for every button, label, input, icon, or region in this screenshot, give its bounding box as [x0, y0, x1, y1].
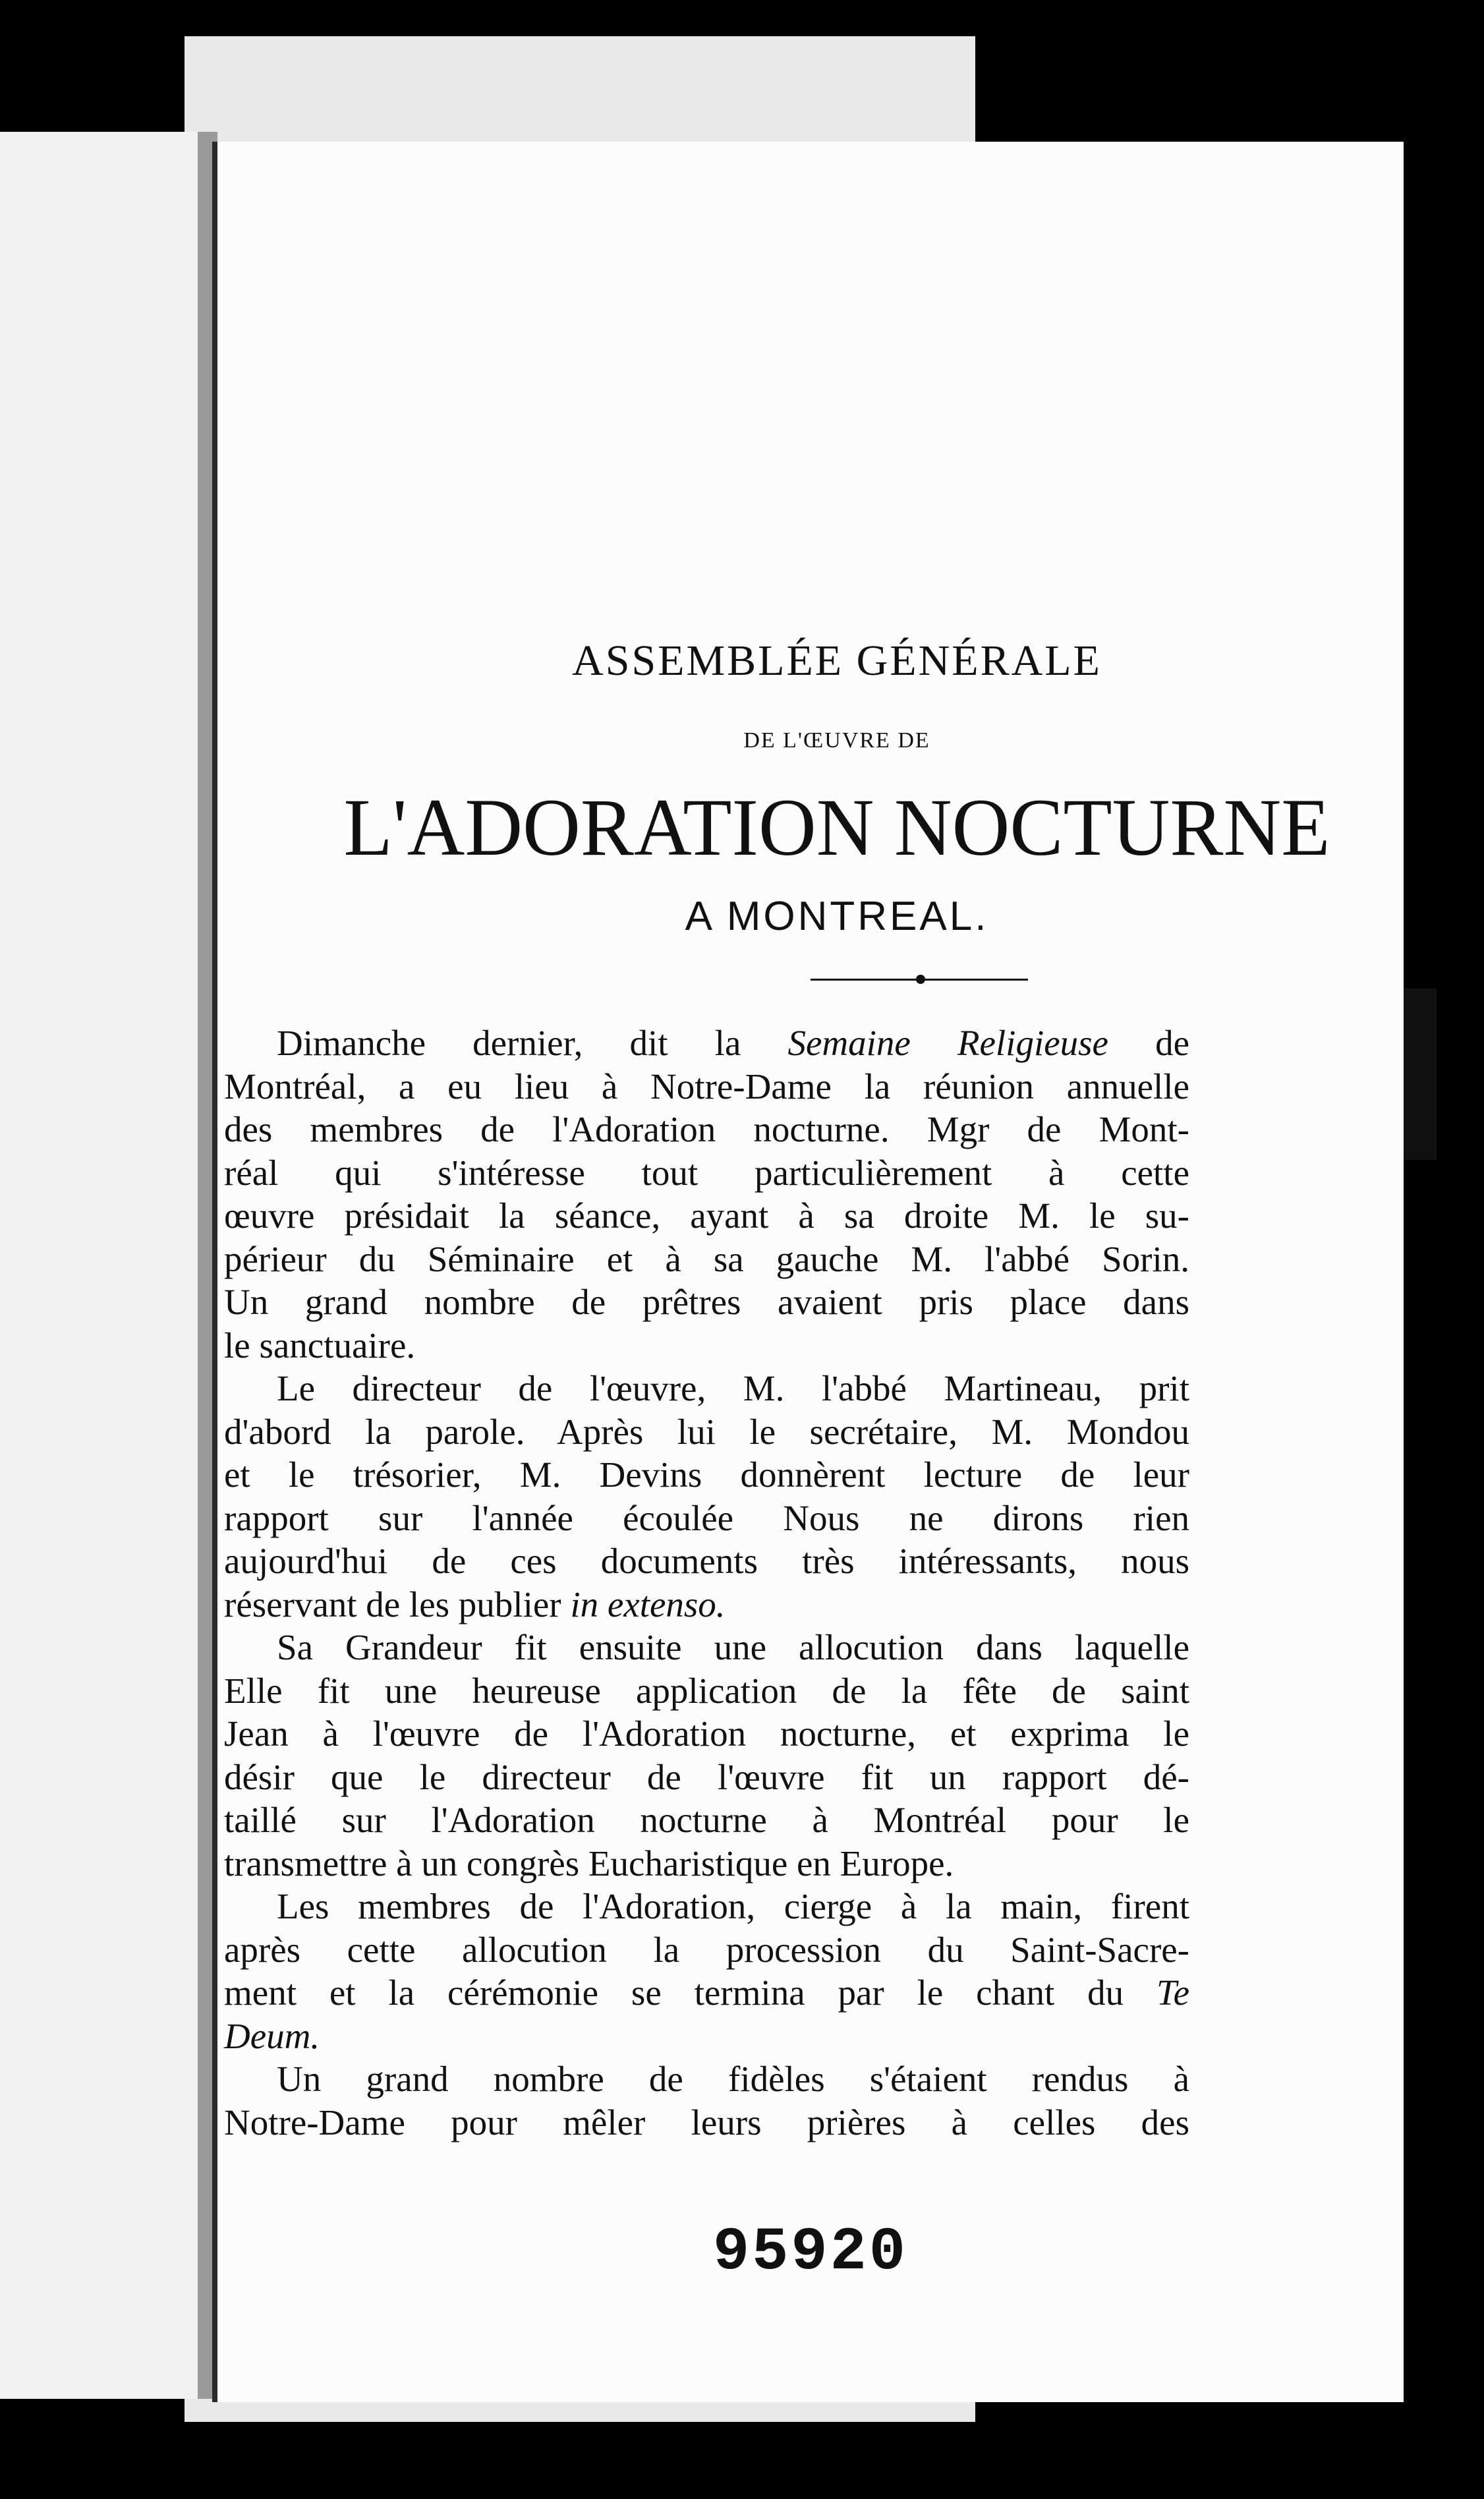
- text-run: rapport sur l'année écoulée Nous ne dirons rien: [224, 1497, 1189, 1538]
- text-line: [224, 1798, 1189, 1842]
- text-run: Montréal, a eu lieu à Notre-Dame la réunion annuelle: [224, 1066, 1189, 1106]
- text-line: [224, 1497, 1189, 1540]
- text-line: [224, 1842, 1189, 1885]
- text-line: [224, 1885, 1189, 1928]
- text-run: Le directeur de l'œuvre, M. l'abbé Martineau, prit: [277, 1368, 1189, 1408]
- text-run: désir que le directeur de l'œuvre fit un rapport dé-: [224, 1756, 1189, 1797]
- document-page: [217, 142, 1404, 2402]
- ornamental-rule-dot: [916, 975, 925, 984]
- text-run: Elle fit une heureuse application de la fête de saint: [224, 1670, 1189, 1711]
- catalog-number: 95920: [712, 2218, 909, 2287]
- text-run: taillé sur l'Adoration nocturne à Montréal pour le: [224, 1800, 1189, 1840]
- text-line: [224, 1583, 1189, 1626]
- paragraph: [224, 2057, 1189, 2144]
- text-line: [224, 1194, 1189, 1238]
- italic-run: Deum.: [224, 2015, 320, 2056]
- text-line: [224, 1238, 1189, 1281]
- title-line-2: DE L'ŒUVRE DE: [743, 728, 930, 753]
- text-line: [224, 1712, 1189, 1756]
- paragraph: [224, 1626, 1189, 1885]
- paragraph: [224, 1367, 1189, 1626]
- text-line: [224, 2057, 1189, 2101]
- text-line: [224, 1928, 1189, 1972]
- italic-run: in extenso.: [570, 1584, 726, 1624]
- text-line: [224, 1626, 1189, 1669]
- title-main: L'ADORATION NOCTURNE: [343, 782, 1330, 873]
- text-run: de: [1108, 1023, 1189, 1063]
- article-body: [224, 1021, 1189, 2144]
- text-line: [224, 1756, 1189, 1799]
- text-run: et le trésorier, M. Devins donnèrent lecture de leur: [224, 1454, 1189, 1495]
- text-line: [224, 2101, 1189, 2144]
- text-run: ment et la cérémonie se termina par le chant du: [224, 1972, 1157, 2013]
- text-run: Jean à l'œuvre de l'Adoration nocturne, et exprima le: [224, 1713, 1189, 1754]
- text-line: [224, 1324, 1189, 1367]
- text-line: [224, 1151, 1189, 1195]
- text-line: [224, 1669, 1189, 1713]
- text-run: périeur du Séminaire et à sa gauche M. l'abbé Sorin.: [224, 1238, 1189, 1279]
- scan-edge-mark: [1404, 989, 1437, 1160]
- text-line: [224, 1539, 1189, 1583]
- text-run: le sanctuaire.: [224, 1325, 416, 1365]
- text-line: [224, 2015, 1189, 2058]
- text-run: réservant de les publier: [224, 1584, 571, 1624]
- italic-run: Semaine Religieuse: [787, 1023, 1108, 1063]
- text-run: œuvre présidait la séance, ayant à sa droite M. le su-: [224, 1195, 1189, 1236]
- text-run: Un grand nombre de prêtres avaient pris place dans: [224, 1282, 1189, 1322]
- title-location: A MONTREAL.: [685, 894, 989, 939]
- paragraph: [224, 1021, 1189, 1367]
- text-run: Un grand nombre de fidèles s'étaient rendus à: [277, 2059, 1189, 2099]
- italic-run: Te: [1156, 1972, 1189, 2013]
- text-line: [224, 1021, 1189, 1065]
- text-run: transmettre à un congrès Eucharistique en Europe.: [224, 1843, 954, 1883]
- text-run: Sa Grandeur fit ensuite une allocution dans laquelle: [277, 1627, 1189, 1667]
- text-line: [224, 1453, 1189, 1497]
- text-line: [224, 1108, 1189, 1151]
- paragraph: [224, 1885, 1189, 2057]
- text-line: [224, 1280, 1189, 1324]
- text-line: [224, 1065, 1189, 1108]
- text-run: des membres de l'Adoration nocturne. Mgr de Mont-: [224, 1109, 1189, 1149]
- text-line: [224, 1410, 1189, 1454]
- text-run: Notre-Dame pour mêler leurs prières à celles des: [224, 2102, 1189, 2142]
- text-run: aujourd'hui de ces documents très intéressants, nous: [224, 1541, 1189, 1581]
- text-run: après cette allocution la procession du Saint-Sacre-: [224, 1929, 1189, 1970]
- text-run: Les membres de l'Adoration, cierge à la main, firent: [277, 1886, 1189, 1926]
- text-run: d'abord la parole. Après lui le secrétaire, M. Mondou: [224, 1411, 1189, 1452]
- text-line: [224, 1367, 1189, 1410]
- text-run: réal qui s'intéresse tout particulièrement à cette: [224, 1152, 1189, 1193]
- left-page-edge: [0, 132, 217, 2399]
- text-line: [224, 1971, 1189, 2015]
- text-run: Dimanche dernier, dit la: [277, 1023, 788, 1063]
- title-line-1: ASSEMBLÉE GÉNÉRALE: [572, 637, 1102, 685]
